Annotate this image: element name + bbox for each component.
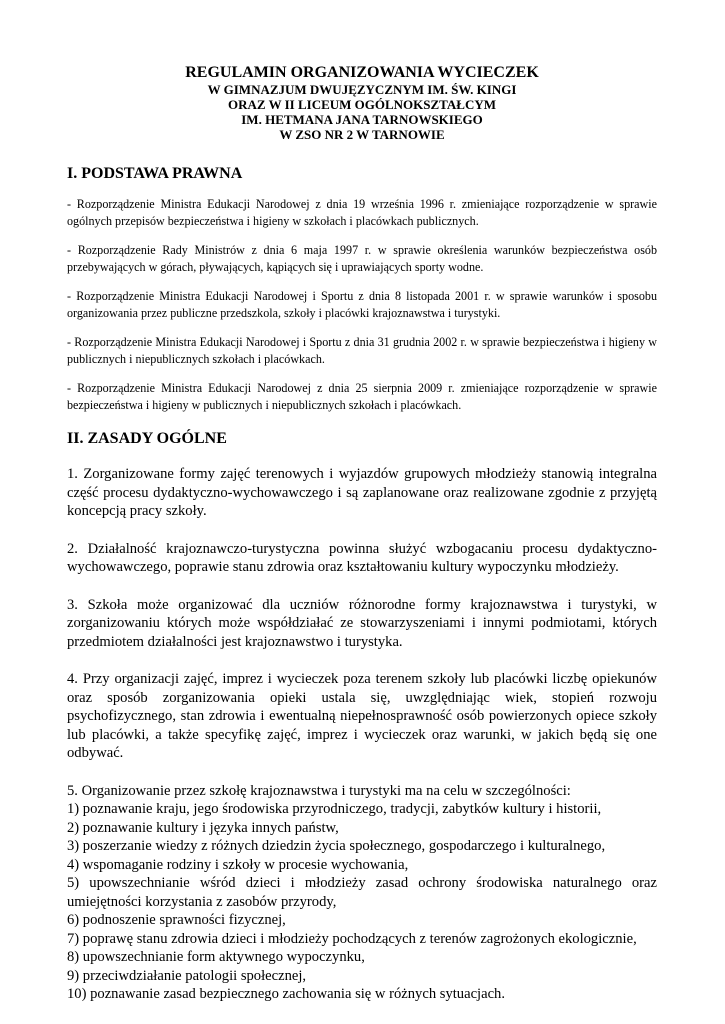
rule-paragraph: 2. Działalność krajoznawczo-turystyczna powinna służyć wzbogacaniu procesu dydaktyczno-wychowawczego, poprawie stanu zdrowia oraz kształtowaniu kultury wypoczynku młodzieży. [67, 540, 657, 575]
title-line: ORAZ W II LICEUM OGÓLNOKSZTAŁCYM [228, 97, 496, 112]
legal-basis-item: - Rozporządzenie Ministra Edukacji Narodowej z dnia 25 sierpnia 2009 r. zmieniające rozporządzenie w sprawie bezpieczeństwa i higieny w publicznych i niepublicznych szkołach i placówkach. [67, 381, 657, 412]
rule-paragraph: 1. Zorganizowane formy zajęć terenowych i wyjazdów grupowych młodzieży stanowią integralna część procesu dydaktyczno-wychowawczego i są zaplanowane oraz realizowane zgodnie z przyjętą koncepcją pracy szkoły. [67, 466, 657, 519]
legal-basis-item: - Rozporządzenie Ministra Edukacji Narodowej i Sportu z dnia 31 grudnia 2002 r. w sprawie bezpieczeństwa i higieny w publicznych i niepublicznych szkołach i placówkach. [67, 335, 657, 366]
list-item: 8) upowszechnianie form aktywnego wypoczynku, [67, 949, 365, 965]
list-item: 9) przeciwdziałanie patologii społecznej, [67, 967, 307, 984]
list-item: 10) poznawanie zasad bezpiecznego zachowania się w różnych sytuacjach. [67, 986, 506, 1002]
list-item: 1) poznawanie kraju, jego środowiska przyrodniczego, tradycji, zabytków kultury i historii, [67, 801, 602, 817]
title-line: REGULAMIN ORGANIZOWANIA WYCIECZEK [185, 64, 539, 81]
legal-basis-item: - Rozporządzenie Ministra Edukacji Narodowej z dnia 19 września 1996 r. zmieniające rozporządzenie w sprawie ogólnych przepisów bezpieczeństwa i higieny w szkołach i placówkach publicznych. [67, 197, 657, 228]
document-title [67, 64, 657, 142]
title-line: W ZSO NR 2 W TARNOWIE [279, 127, 445, 142]
list-item: 5) upowszechnianie wśród dzieci i młodzieży zasad ochrony środowiska naturalnego oraz umiejętności korzystania z zasobów przyrody, [67, 875, 657, 910]
section-heading-general-rules: II. ZASADY OGÓLNE [67, 430, 227, 447]
rule-paragraph: 3. Szkoła może organizować dla uczniów różnorodne formy krajoznawstwa i turystyki, w zorganizowaniu których może współdziałać ze stowarzyszeniami i innymi podmiotami, których przedmiotem działalności jest krajoznawstwo i turystyka. [67, 596, 657, 650]
list-item: 3) poszerzanie wiedzy z różnych dziedzin życia społecznego, gospodarczego i kulturalnego, [67, 838, 606, 854]
list-item: 7) poprawę stanu zdrowia dzieci i młodzieży pochodzących z terenów zagrożonych ekologicznie, [67, 930, 637, 947]
legal-basis-item: - Rozporządzenie Rady Ministrów z dnia 6 maja 1997 r. w sprawie określenia warunków bezpieczeństwa osób przebywających w górach, pływających, kąpiących się i uprawiających sporty wodne. [67, 243, 657, 274]
section-heading-legal-basis: I. PODSTAWA PRAWNA [67, 165, 243, 182]
list-item: 6) podnoszenie sprawności fizycznej, [67, 912, 286, 928]
list-item: 2) poznawanie kultury i języka innych państw, [67, 819, 339, 836]
rule-5-goals-list [67, 800, 657, 1004]
rule-5-intro: 5. Organizowanie przez szkołę krajoznawstwa i turystyki ma na celu w szczególności: [67, 782, 571, 799]
legal-basis-item: - Rozporządzenie Ministra Edukacji Narodowej i Sportu z dnia 8 listopada 2001 r. w sprawie warunków i sposobu organizowania przez publiczne przedszkola, szkoły i placówki krajoznawstwa i turystyki. [67, 289, 657, 320]
rule-5-block [67, 782, 657, 1004]
title-line: IM. HETMANA JANA TARNOWSKIEGO [241, 112, 483, 127]
rule-paragraph: 4. Przy organizacji zajęć, imprez i wycieczek poza terenem szkoły lub placówki liczbę opiekunów oraz sposób zorganizowania opieki ustala się, uwzględniając wiek, stopień rozwoju psychofizycznego, stan zdrowia i ewentualną niepełnosprawność osób powierzonych opiece szkoły lub placówki, a także specyfikę zajęć, imprez i wycieczek oraz warunki, w jakich będą się one odbywać. [67, 671, 657, 761]
title-line: W GIMNAZJUM DWUJĘZYCZNYM IM. ŚW. KINGI [207, 82, 517, 97]
list-item: 4) wspomaganie rodziny i szkoły w procesie wychowania, [67, 856, 409, 873]
